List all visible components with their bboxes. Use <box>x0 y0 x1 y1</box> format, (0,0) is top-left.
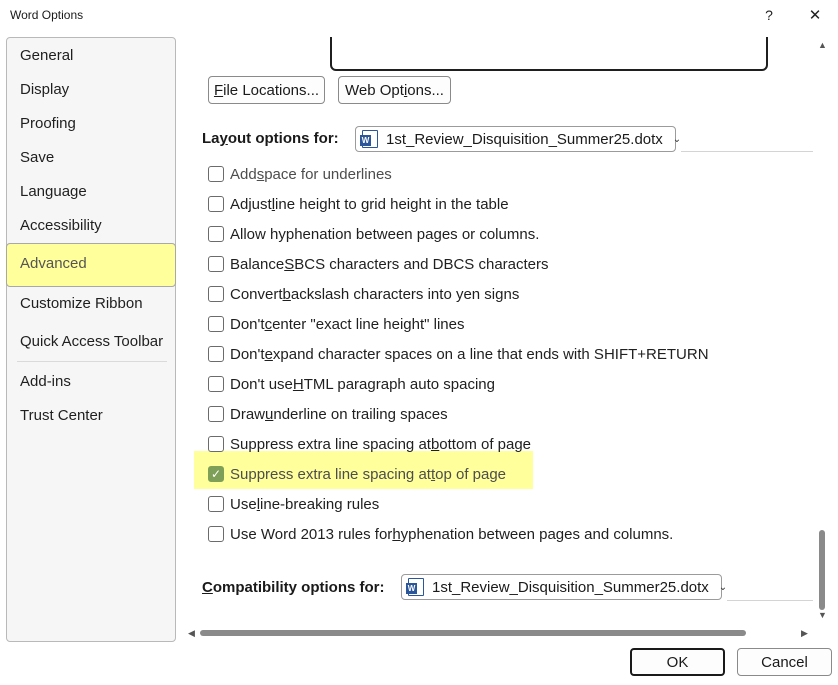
option-post: yphenation between pages and columns. <box>400 525 674 543</box>
sidebar-item-accessibility[interactable]: Accessibility <box>20 217 102 234</box>
checkbox-checked[interactable]: ✓ <box>208 466 224 482</box>
sidebar-item-save[interactable]: Save <box>20 149 55 166</box>
options-sidebar <box>6 37 176 642</box>
option-line-breaking-rules[interactable] <box>208 492 379 516</box>
partial-list-box <box>330 37 768 71</box>
option-pre: Adjust <box>230 195 272 213</box>
layout-document-select[interactable] <box>355 126 682 152</box>
sidebar-item-proofing[interactable]: Proofing <box>20 115 76 132</box>
option-key: H <box>292 375 304 393</box>
scroll-up-arrow-icon[interactable]: ▲ <box>818 40 827 50</box>
option-post: enter "exact line height" lines <box>272 315 465 333</box>
option-post: op of page <box>435 465 507 483</box>
option-key: b <box>430 435 440 453</box>
horizontal-scrollbar[interactable] <box>186 626 814 640</box>
web-options-post: ons... <box>407 81 444 99</box>
checkbox[interactable] <box>208 526 224 542</box>
option-pre: Convert <box>230 285 283 303</box>
option-balance-sbcs-dbcs[interactable] <box>208 252 549 276</box>
sidebar-item-trust-center[interactable]: Trust Center <box>20 407 103 424</box>
option-pre: Suppress extra line spacing at <box>230 435 431 453</box>
option-dont-use-html-spacing[interactable] <box>208 372 495 396</box>
checkbox[interactable] <box>208 436 224 452</box>
web-options-key: i <box>403 81 408 99</box>
compat-label-key: C <box>202 579 213 596</box>
close-button[interactable]: ✕ <box>808 7 822 24</box>
vertical-scroll-thumb[interactable] <box>819 530 825 610</box>
option-pre: Add <box>230 165 257 183</box>
word-document-icon <box>362 130 378 148</box>
sidebar-divider <box>17 361 167 362</box>
option-key: l <box>256 495 261 513</box>
checkbox[interactable] <box>208 346 224 362</box>
option-key: h <box>392 525 401 543</box>
option-pre: Suppress extra line spacing at <box>230 465 431 483</box>
option-pre: Balance <box>230 255 285 273</box>
option-key: S <box>284 255 295 273</box>
option-dont-center-exact[interactable] <box>208 312 465 336</box>
file-locations-key: F <box>213 81 224 99</box>
checkbox[interactable] <box>208 286 224 302</box>
option-draw-underline-trailing[interactable] <box>208 402 448 426</box>
chevron-down-icon: ⌄ <box>718 581 728 593</box>
option-key: s <box>256 165 265 183</box>
help-button[interactable]: ? <box>765 7 773 23</box>
compat-document-name: 1st_Review_Disquisition_Summer25.dotx <box>432 578 709 596</box>
layout-label-key: y <box>219 130 228 147</box>
file-locations-post: ile Locations... <box>223 81 320 99</box>
option-key: l <box>271 195 276 213</box>
web-options-pre: Web Opt <box>345 81 404 99</box>
checkbox[interactable] <box>208 166 224 182</box>
title-bar <box>0 0 838 30</box>
option-pre: Don't use <box>230 375 293 393</box>
checkbox[interactable] <box>208 316 224 332</box>
option-pre: Don't <box>230 315 265 333</box>
sidebar-item-customize-ribbon[interactable]: Customize Ribbon <box>20 295 143 312</box>
checkbox[interactable] <box>208 196 224 212</box>
window-title: Word Options <box>10 8 84 22</box>
advanced-options-panel <box>186 37 813 625</box>
compatibility-document-select[interactable] <box>401 574 728 600</box>
sidebar-item-add-ins[interactable]: Add-ins <box>20 373 71 390</box>
checkbox[interactable] <box>208 376 224 392</box>
option-post: nderline on trailing spaces <box>273 405 448 423</box>
sidebar-item-general[interactable]: General <box>20 47 74 64</box>
option-key: c <box>264 315 273 333</box>
option-post: BCS characters and DBCS characters <box>294 255 549 273</box>
sidebar-item-language[interactable]: Language <box>20 183 87 200</box>
cancel-button[interactable]: Cancel <box>737 648 832 676</box>
ok-button[interactable]: OK <box>630 648 725 676</box>
scroll-right-arrow-icon[interactable]: ▶ <box>801 628 808 638</box>
option-key: b <box>282 285 291 303</box>
checkbox[interactable] <box>208 226 224 242</box>
option-post: ackslash characters into yen signs <box>290 285 520 303</box>
option-post: ottom of page <box>439 435 532 453</box>
option-pre: Use Word 2013 rules for <box>230 525 393 543</box>
option-post: TML paragraph auto spacing <box>303 375 495 393</box>
compatibility-options-label <box>202 579 385 596</box>
sidebar-item-quick-access-toolbar[interactable]: Quick Access Toolbar <box>20 333 164 350</box>
option-post: ine-breaking rules <box>260 495 380 513</box>
scroll-left-arrow-icon[interactable]: ◀ <box>188 628 195 638</box>
section-divider <box>681 151 813 152</box>
sidebar-item-advanced[interactable]: Advanced <box>20 255 87 272</box>
sidebar-item-display[interactable]: Display <box>20 81 70 98</box>
checkbox[interactable] <box>208 496 224 512</box>
option-pre: Use <box>230 495 257 513</box>
checkbox[interactable] <box>208 406 224 422</box>
chevron-down-icon: ⌄ <box>672 133 682 145</box>
section-divider <box>727 600 813 601</box>
option-suppress-bottom[interactable] <box>208 432 531 456</box>
layout-options-label <box>202 130 339 147</box>
checkbox[interactable] <box>208 256 224 272</box>
compat-label-post: ompatibility options for: <box>212 579 385 596</box>
web-options-button[interactable] <box>338 76 451 104</box>
option-convert-backslash[interactable] <box>208 282 519 306</box>
option-word-2013-hyphenation[interactable] <box>208 522 673 546</box>
option-allow-hyphenation[interactable] <box>208 222 539 246</box>
horizontal-scroll-thumb[interactable] <box>200 630 746 636</box>
layout-label-post: out options for: <box>227 130 339 147</box>
option-post: xpand character spaces on a line that ends with SHIFT+RETURN <box>272 345 709 363</box>
word-document-icon <box>408 578 424 596</box>
option-key: e <box>264 345 273 363</box>
layout-label-pre: La <box>202 130 220 147</box>
option-pre: Don't <box>230 345 265 363</box>
option-dont-expand-spaces[interactable] <box>208 342 709 366</box>
vertical-scrollbar[interactable] <box>814 37 830 625</box>
option-pre: Draw <box>230 405 266 423</box>
layout-document-name: 1st_Review_Disquisition_Summer25.dotx <box>386 130 663 148</box>
option-pre: Allow hyphenation between pages or columns. <box>230 225 540 243</box>
file-locations-button[interactable] <box>208 76 325 104</box>
option-post: pace for underlines <box>264 165 392 183</box>
option-post: ine height to grid height in the table <box>275 195 509 213</box>
option-key: t <box>430 465 436 483</box>
scroll-down-arrow-icon[interactable]: ▼ <box>818 610 827 620</box>
option-adjust-line-height[interactable] <box>208 192 509 216</box>
option-add-space-underlines[interactable] <box>208 162 392 186</box>
option-suppress-top[interactable] <box>208 462 506 486</box>
option-key: u <box>265 405 274 423</box>
